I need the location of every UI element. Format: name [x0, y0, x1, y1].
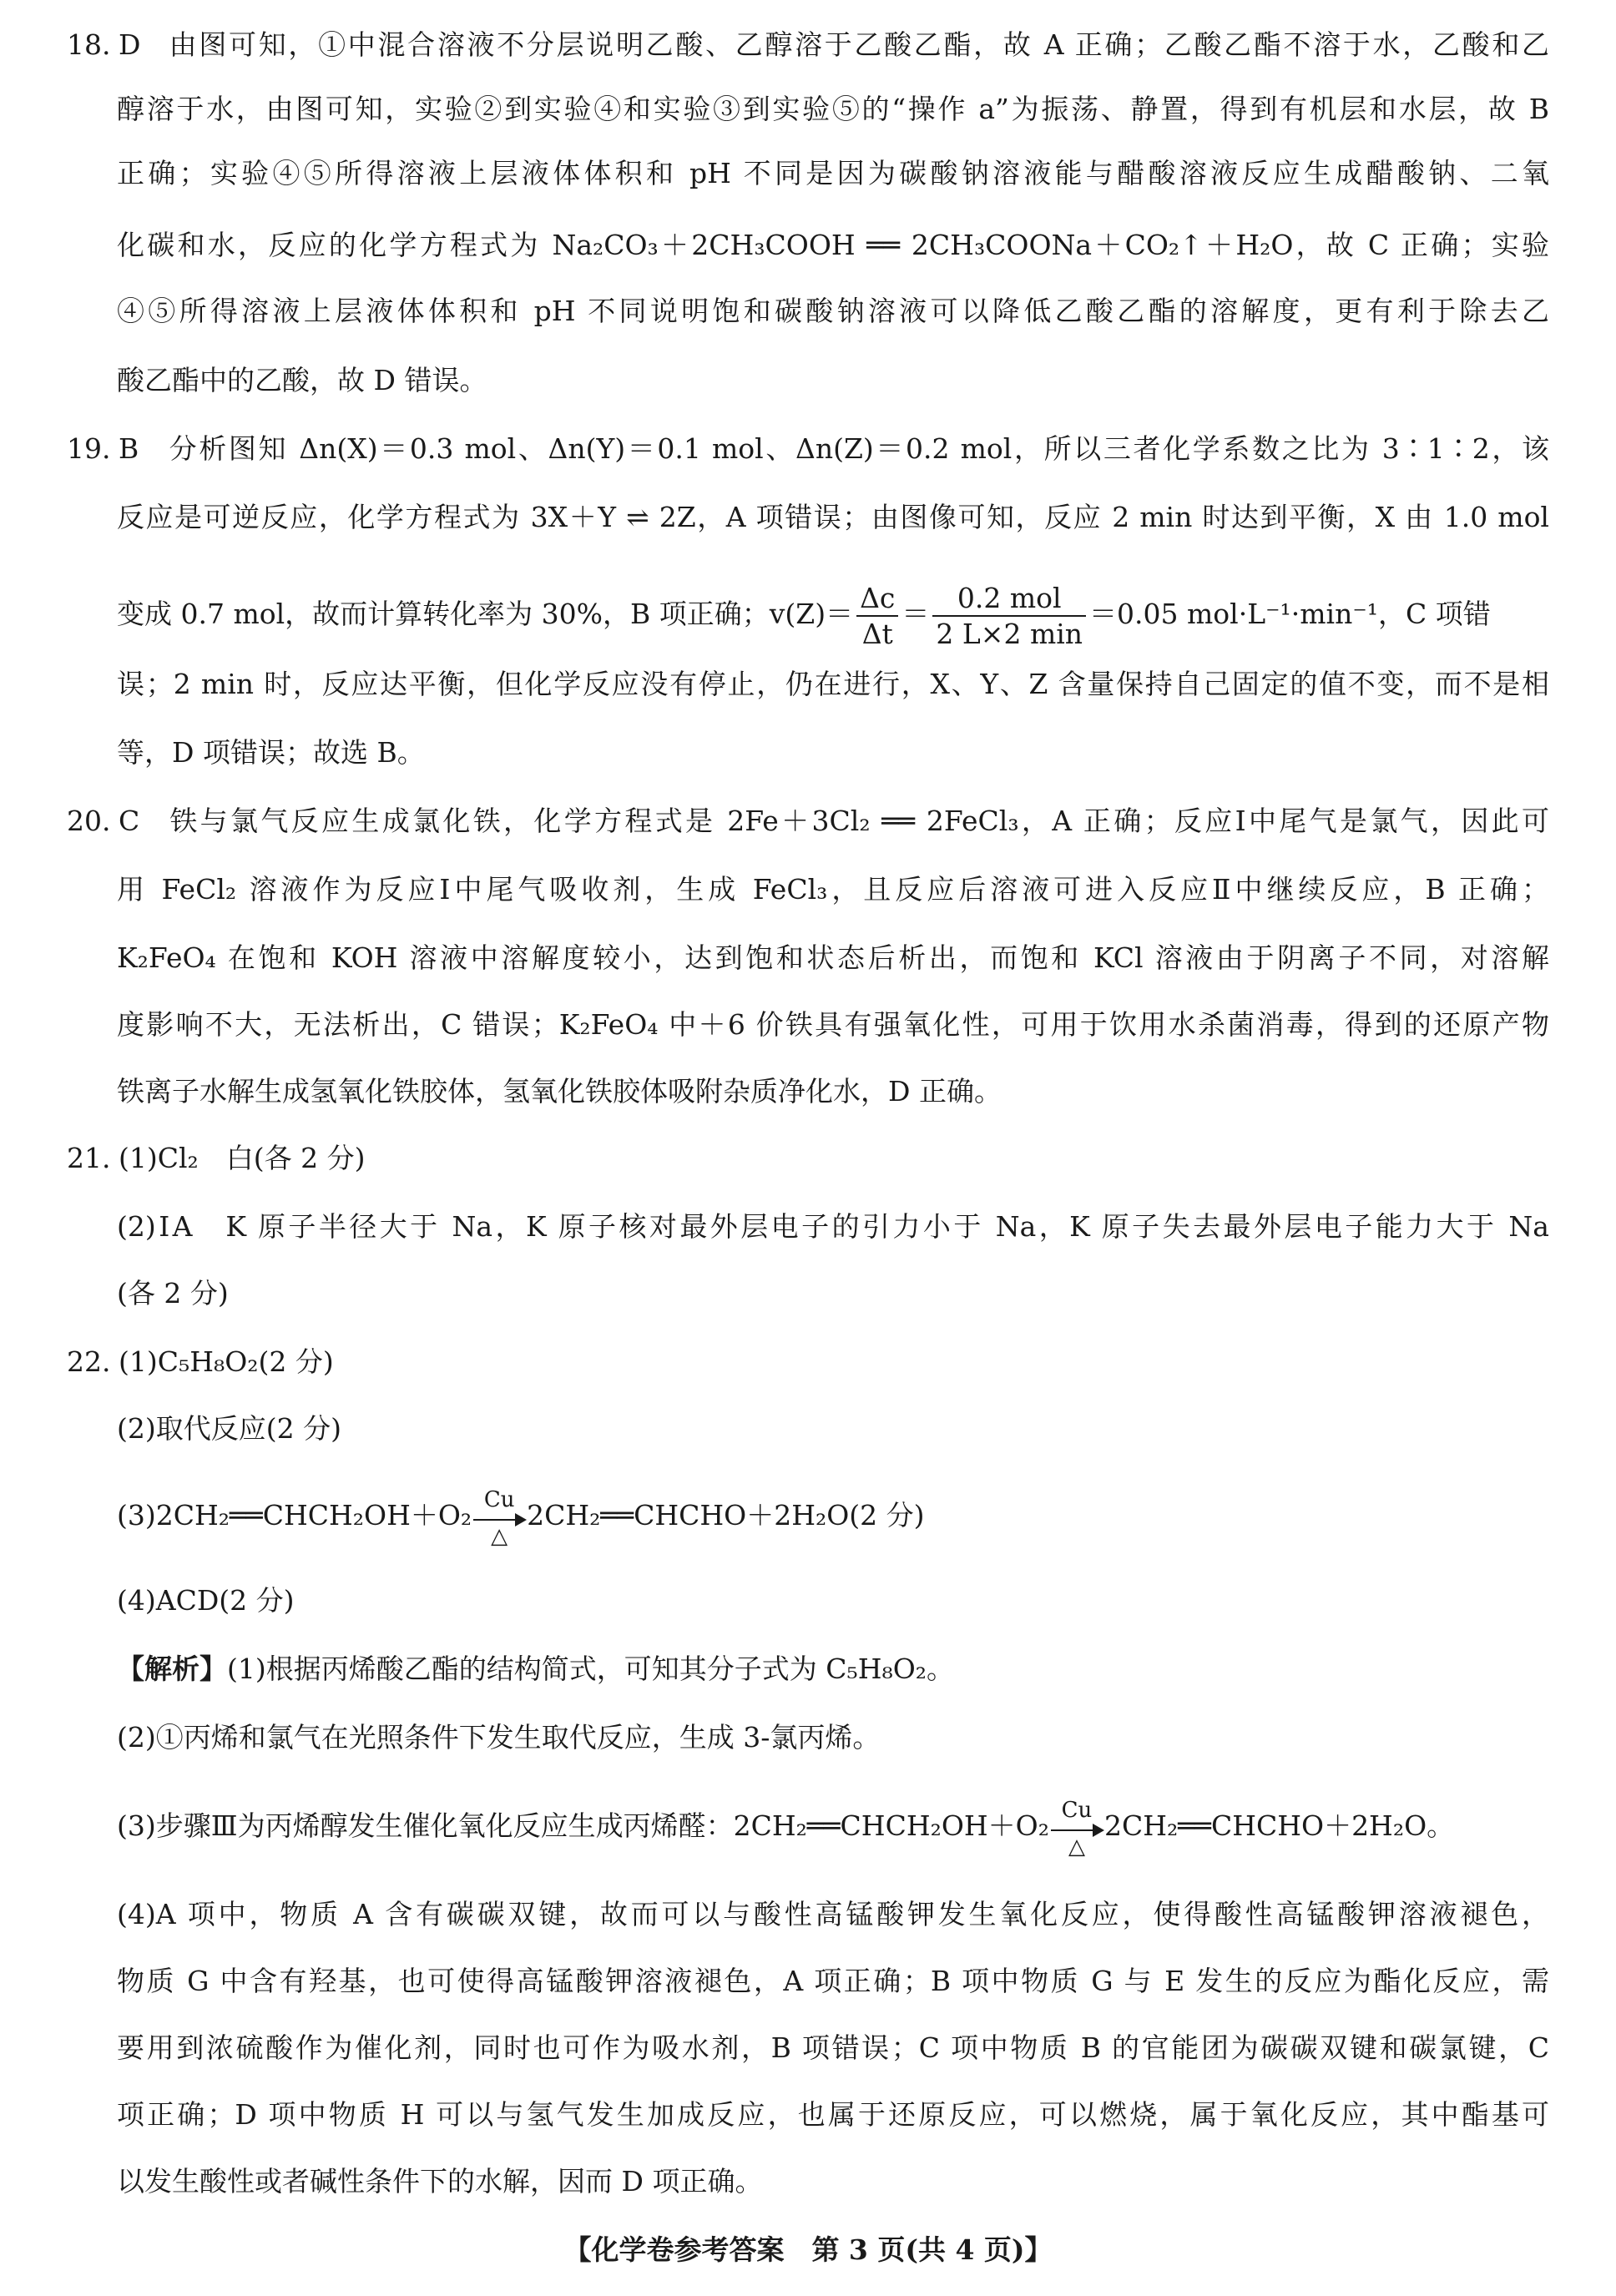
q20-line-2: 用 FeCl₂ 溶液作为反应Ⅰ中尾气吸收剂，生成 FeCl₃，且反应后溶液可进入反应Ⅱ中继续反应，B 正确； [117, 873, 1549, 906]
q18-line-5: ④⑤所得溶液上层液体体积和 pH 不同说明饱和碳酸钠溶液可以降低乙酸乙酯的溶解度，更有利于除去乙 [117, 295, 1549, 327]
q20-number: 20. [67, 805, 111, 837]
q22-analysis-4b: 物质 G 中含有羟基，也可使得高锰酸钾溶液褪色，A 项正确；B 项中物质 G 与 E 发生的反应为酯化反应，需 [117, 1965, 1549, 1997]
q18-answer: D [119, 28, 141, 61]
q22-line-2: (2)取代反应(2 分) [117, 1412, 341, 1445]
q20-line-5: 铁离子水解生成氢氧化铁胶体，氢氧化铁胶体吸附杂质净化水，D 正确。 [117, 1075, 1002, 1108]
q18-line-2: 醇溶于水，由图可知，实验②到实验④和实验③到实验⑤的“操作 a”为振荡、静置，得到有机层和水层，故 B [117, 93, 1549, 125]
q22-analysis-3: (3)步骤Ⅲ为丙烯醇发生催化氧化反应生成丙烯醛：2CH₂══CHCH₂OH＋O₂ Cu △ 2CH₂══CHCHO＋2H₂O。 [117, 1798, 1455, 1860]
q19-line-2: 反应是可逆反应，化学方程式为 3X＋Y ⇌ 2Z，A 项错误；由图像可知，反应 2 min 时达到平衡，X 由 1.0 mol [117, 501, 1549, 533]
q22-analysis-1: 【解析】(1)根据丙烯酸乙酯的结构简式，可知其分子式为 C₅H₈O₂。 [117, 1653, 955, 1685]
q18-line-1: 18. D 由图可知，①中混合溶液不分层说明乙酸、乙醇溶于乙酸乙酯，故 A 正确；乙酸乙酯不溶于水，乙酸和乙 [67, 28, 1549, 61]
q19-line-4: 误；2 min 时，反应达平衡，但化学反应没有停止，仍在进行，X、Y、Z 含量保持自己固定的值不变，而不是相 [117, 668, 1549, 700]
q22-analysis-2: (2)①丙烯和氯气在光照条件下发生取代反应，生成 3-氯丙烯。 [117, 1721, 881, 1754]
q21-line-2: (2)ⅠA K 原子半径大于 Na，K 原子核对最外层电子的引力小于 Na，K 原子失去最外层电子能力大于 Na [117, 1210, 1549, 1243]
q19-number: 19. [67, 432, 111, 465]
q22-analysis-4d: 项正确；D 项中物质 H 可以与氢气发生加成反应，也属于还原反应，可以燃烧，属于氧化反应，其中酯基可 [117, 2098, 1549, 2131]
q18-line-3: 正确；实验④⑤所得溶液上层液体体积和 pH 不同是因为碳酸钠溶液能与醋酸溶液反应生成醋酸钠、二氧 [117, 157, 1549, 189]
q22-line-1: 22. (1)C₅H₈O₂(2 分) [67, 1345, 334, 1378]
q22-analysis-4a: (4)A 项中，物质 A 含有碳碳双键，故而可以与酸性高锰酸钾发生氧化反应，使得酸性高锰酸钾溶液褪色， [117, 1898, 1549, 1930]
q19-line-5: 等，D 项错误；故选 B。 [117, 736, 425, 769]
q21-number: 21. [67, 1142, 111, 1174]
q21-line-1: 21. (1)Cl₂ 白(各 2 分) [67, 1142, 366, 1174]
q19-line-3: 变成 0.7 mol，故而计算转化率为 30%，B 项正确；v(Z)＝ $\frac{\Delta c}{\Delta t}$ ＝ $\frac{\text{0.2 mol}}{2 L\times 2 \min}$ ＝0.05 mol·L⁻¹·min⁻¹，C 项错 [117, 582, 1491, 650]
q18-line-6: 酸乙酯中的乙酸，故 D 错误。 [117, 364, 487, 396]
q19-line-1: 19. B 分析图知 Δn(X)＝0.3 mol、Δn(Y)＝0.1 mol、Δn(Z)＝0.2 mol，所以三者化学系数之比为 3∶1∶2，该 [67, 432, 1549, 465]
q18-number: 18. [67, 28, 111, 61]
q22-line-3: (3)2CH₂══CHCH₂OH＋O₂ Cu △ 2CH₂══CHCHO＋2H₂O(2 分) [117, 1487, 925, 1549]
q22-number: 22. [67, 1345, 111, 1378]
fraction-rate: $\frac{\text{0.2 mol}}{2 L\times 2 \min}$ [932, 584, 1086, 648]
reaction-arrow-cu-heat-2: Cu △ [1049, 1811, 1104, 1844]
q21-line-3: (各 2 分) [117, 1277, 229, 1309]
q20-line-4: 度影响不大，无法析出，C 错误；K₂FeO₄ 中＋6 价铁具有强氧化性，可用于饮用水杀菌消毒，得到的还原产物 [117, 1008, 1549, 1041]
fraction-delta-c-over-delta-t: $\frac{\Delta c}{\Delta t}$ [856, 584, 898, 648]
q19-answer: B [119, 432, 139, 465]
page-footer: 【化学卷参考答案 第 3 页(共 4 页)】 [563, 2233, 1053, 2266]
q22-line-4: (4)ACD(2 分) [117, 1584, 295, 1617]
reaction-arrow-cu-heat: Cu △ [472, 1501, 527, 1534]
q22-analysis-4e: 以发生酸性或者碱性条件下的水解，因而 D 项正确。 [117, 2165, 763, 2198]
q18-line-4: 化碳和水，反应的化学方程式为 Na₂CO₃＋2CH₃COOH ══ 2CH₃COONa＋CO₂↑＋H₂O，故 C 正确；实验 [117, 229, 1549, 261]
q20-line-1: 20. C 铁与氯气反应生成氯化铁，化学方程式是 2Fe＋3Cl₂ ══ 2FeCl₃，A 正确；反应Ⅰ中尾气是氯气，因此可 [67, 805, 1549, 837]
q22-analysis-4c: 要用到浓硫酸作为催化剂，同时也可作为吸水剂，B 项错误；C 项中物质 B 的官能团为碳碳双键和碳氯键，C [117, 2031, 1549, 2064]
q20-line-3: K₂FeO₄ 在饱和 KOH 溶液中溶解度较小，达到饱和状态后析出，而饱和 KCl 溶液由于阴离子不同，对溶解 [117, 941, 1549, 974]
analysis-label: 【解析】 [117, 1653, 227, 1685]
q20-answer: C [119, 805, 140, 837]
